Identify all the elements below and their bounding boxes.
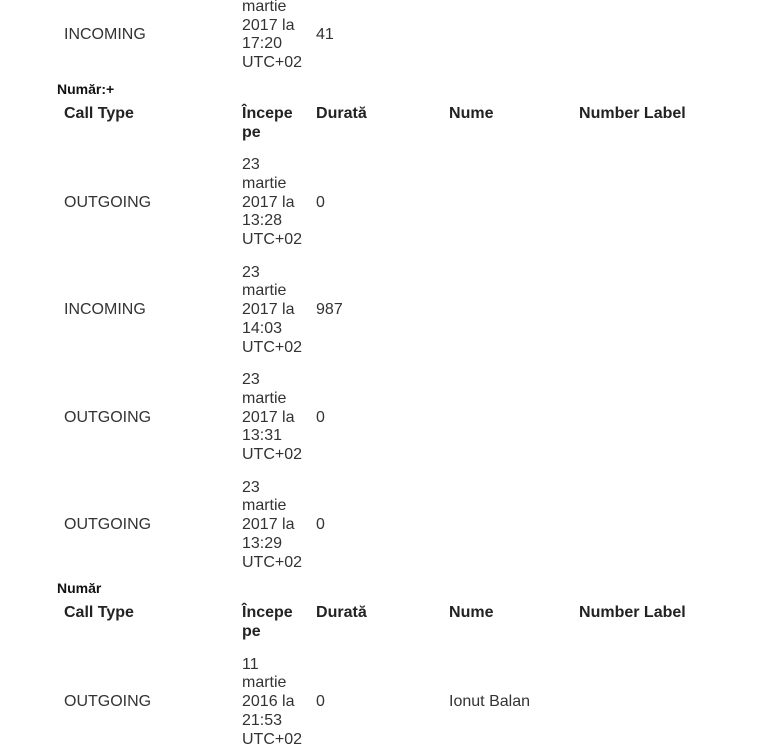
call-type-cell: OUTGOING (64, 408, 152, 426)
start-cell: 23 martie 2017 la 13:29 UTC+02 (242, 478, 303, 571)
start-cell: 23 martie 2017 la 14:03 UTC+02 (242, 263, 303, 356)
table-row (57, 0, 706, 80)
start-cell: martie 2017 la 17:20 UTC+02 (242, 0, 303, 72)
header-name: Nume (449, 604, 494, 622)
duration-cell: 41 (316, 26, 334, 44)
table-row (57, 149, 706, 257)
call-type-cell: OUTGOING (64, 516, 152, 534)
name-cell (442, 364, 572, 472)
name-cell (442, 0, 572, 80)
call-type-cell: OUTGOING (64, 693, 152, 711)
number-label-cell (572, 257, 706, 365)
header-number-label: Number Label (579, 604, 686, 622)
name-cell: Ionut Balan (449, 693, 530, 711)
header-call-type: Call Type (64, 604, 134, 622)
table-row (57, 257, 706, 365)
header-name: Nume (449, 104, 494, 122)
call-type-cell: INCOMING (64, 301, 146, 319)
number-label-cell (572, 649, 706, 756)
call-type-cell: INCOMING (64, 26, 146, 44)
number-heading: Număr (57, 580, 102, 597)
name-cell (442, 472, 572, 580)
number-heading: Număr:+ (57, 80, 115, 97)
table-header-row (57, 98, 706, 149)
number-label-cell (572, 364, 706, 472)
number-label-cell (572, 472, 706, 580)
start-cell: 11 martie 2016 la 21:53 UTC+02 (242, 655, 303, 748)
duration-cell: 0 (316, 693, 325, 711)
table-row (57, 364, 706, 472)
table-header-row (57, 597, 706, 648)
call-table (57, 98, 706, 579)
header-call-type: Call Type (64, 104, 134, 122)
header-starts: Începe pe (242, 604, 293, 640)
table-row (57, 472, 706, 580)
duration-cell: 0 (316, 408, 325, 426)
duration-cell: 987 (316, 301, 343, 319)
duration-cell: 0 (316, 193, 325, 211)
start-cell: 23 martie 2017 la 13:28 UTC+02 (242, 156, 303, 249)
call-table (57, 597, 706, 756)
number-label-cell (572, 0, 706, 80)
start-cell: 23 martie 2017 la 13:31 UTC+02 (242, 371, 303, 464)
number-label-cell (572, 149, 706, 257)
name-cell (442, 257, 572, 365)
duration-cell: 0 (316, 516, 325, 534)
header-duration: Durată (316, 604, 367, 622)
name-cell (442, 149, 572, 257)
call-table-previous (57, 0, 706, 80)
call-type-cell: OUTGOING (64, 193, 152, 211)
header-starts: Începe pe (242, 104, 293, 141)
table-row (57, 649, 706, 756)
header-number-label: Number Label (579, 104, 686, 122)
header-duration: Durată (316, 104, 367, 122)
